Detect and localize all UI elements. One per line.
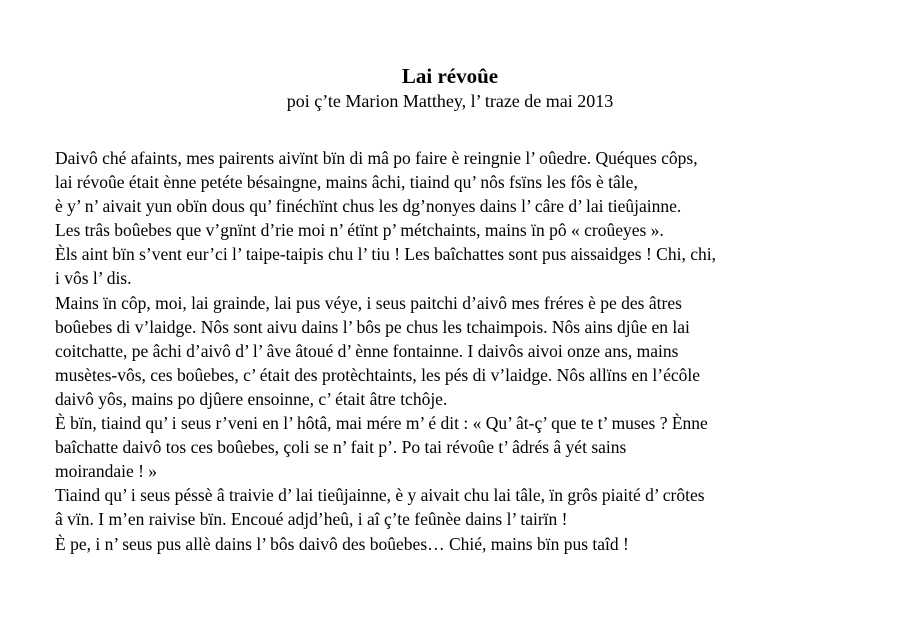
text-line: i vôs l’ dis.: [55, 268, 132, 289]
text-line: daivô yôs, mains po djûere ensoinne, c’ était âtre tchôje.: [55, 388, 448, 409]
text-line: â vïn. I m’en raivise bïn. Encoué adjd’heû, i aî ç’te feûnèe dains l’ tairïn !: [55, 509, 568, 530]
text-line: coitchatte, pe âchi d’aivô d’ l’ âve âtoué d’ ènne fontainne. I daivôs aivoi onze ans, mains: [55, 340, 679, 361]
text-line: lai révoûe était ènne petéte bésaingne, mains âchi, tiaind qu’ nôs fsïns les fôs è tâle,: [55, 172, 638, 193]
text-line: Les trâs boûebes que v’gnïnt d’rie moi n’ étïnt p’ métchaints, mains ïn pô « croûeyes ».: [55, 220, 664, 241]
text-line: Tiaind qu’ i seus péssè â traivie d’ lai tieûjainne, è y aivait chu lai tâle, ïn grôs piaité d’ crôtes: [55, 485, 705, 506]
text-line: moirandaie ! »: [55, 461, 158, 482]
text-line: musètes-vôs, ces boûebes, c’ était des protèchtaints, les pés di v’laidge. Nôs allïns en l’écôle: [55, 364, 701, 385]
text-line: baîchatte daivô tos ces boûebes, çoli se n’ fait p’. Po tai révoûe t’ âdrés â yét sains: [55, 437, 627, 458]
document-subtitle: poi ç’te Marion Matthey, l’ traze de mai 2013: [286, 91, 614, 111]
text-line: boûebes di v’laidge. Nôs sont aivu dains l’ bôs pe chus les tchaimpois. Nôs ains djûe en lai: [55, 316, 690, 337]
document-title: Lai révoûe: [401, 64, 499, 88]
text-line: È bïn, tiaind qu’ i seus r’veni en l’ hôtâ, mai mére m’ é dit : « Qu’ ât-ç’ que te t’ muses ? Ènne: [55, 413, 708, 434]
document-body: [55, 146, 865, 556]
text-line: Daivô ché afaints, mes pairents aivïnt bïn di mâ po faire è reingnie l’ oûedre. Quéques côps,: [55, 148, 698, 168]
text-line: Mains ïn côp, moi, lai grainde, lai pus véye, i seus paitchi d’aivô mes fréres è pe des âtres: [55, 292, 682, 313]
text-line: è y’ n’ aivait yun obïn dous qu’ finéchïnt chus les dg’nonyes dains l’ câre d’ lai tieûjainne.: [55, 196, 682, 217]
text-line: È pe, i n’ seus pus allè dains l’ bôs daivô des boûebes… Chié, mains bïn pus taîd !: [55, 533, 629, 554]
text-line: Èls aint bïn s’vent eur’ci l’ taipe-taipis chu l’ tiu ! Les baîchattes sont pus aissaidges ! Chi, chi,: [55, 244, 716, 265]
